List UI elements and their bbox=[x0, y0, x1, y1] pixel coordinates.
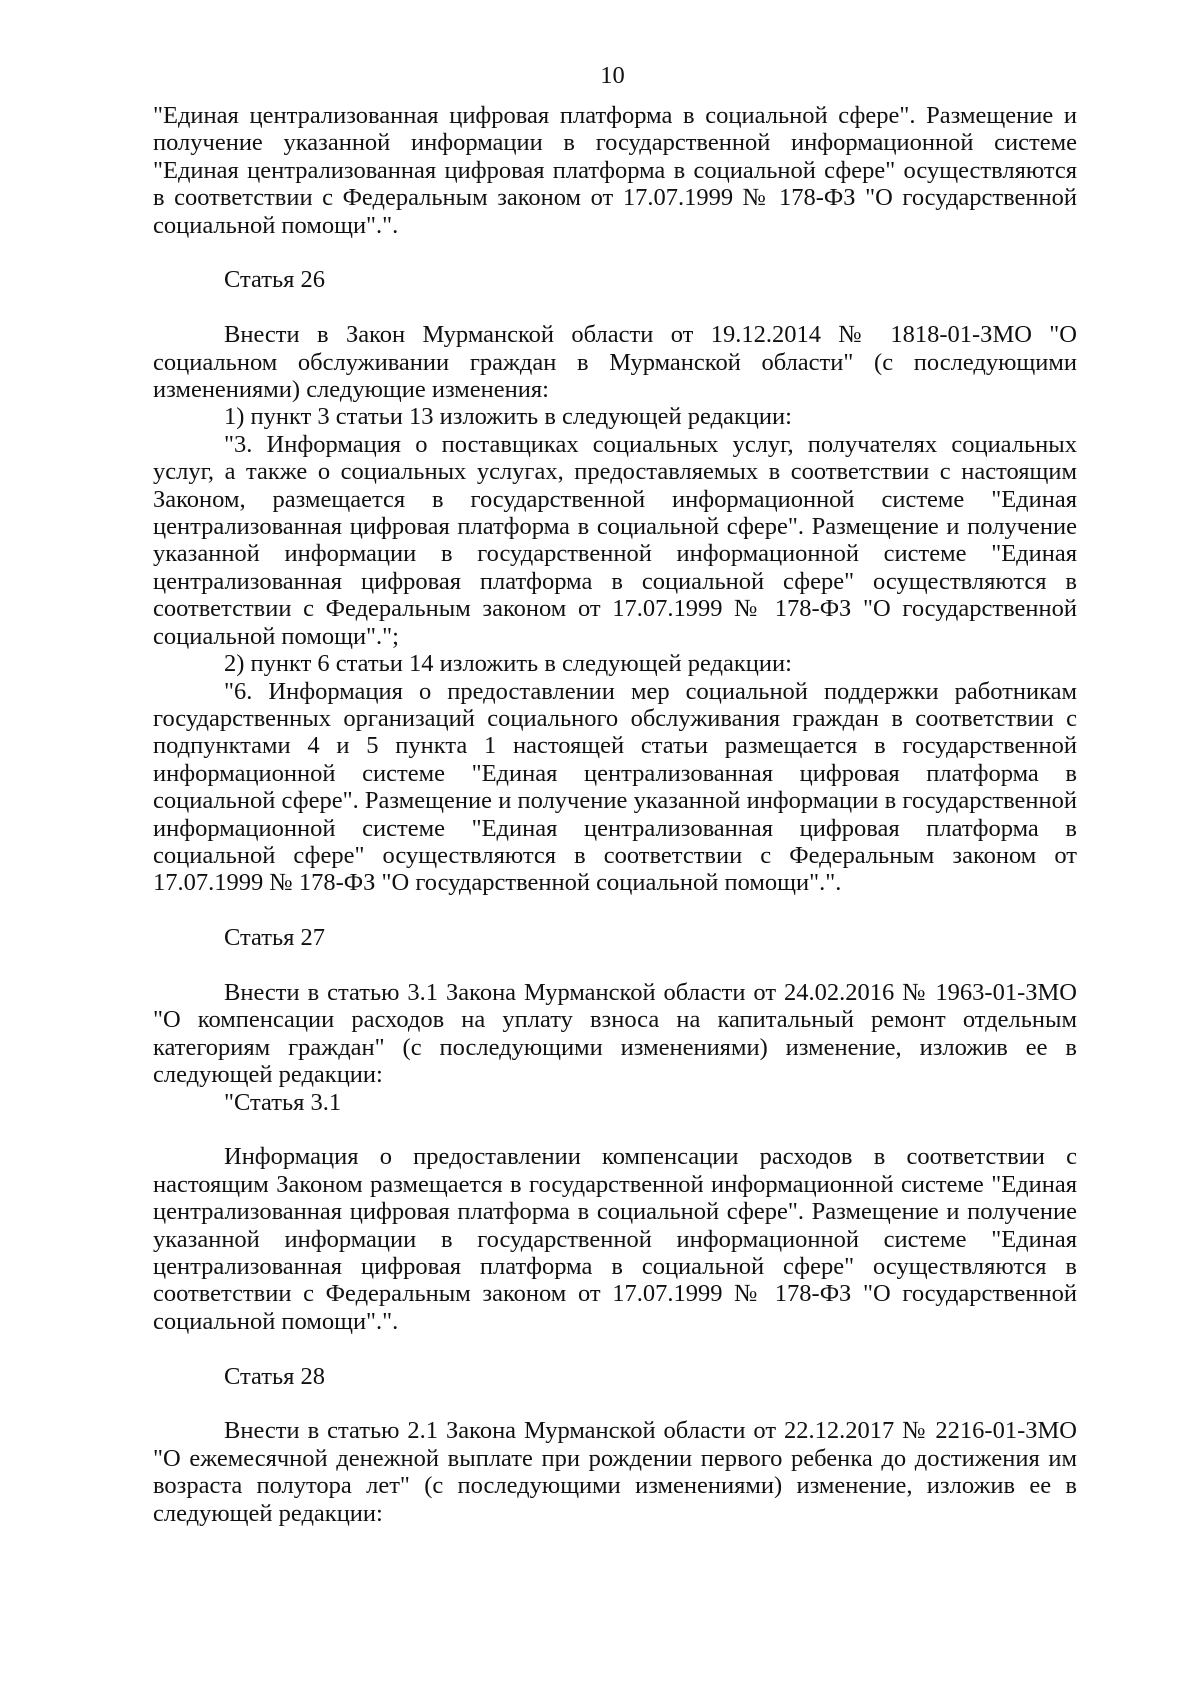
paragraph-article-28-intro: Внести в статью 2.1 Закона Мурманской области от 22.12.2017 № 2216-01-ЗМО "О ежемесячной денежной выплате при рождении первого ребенка до достижения им возраста полутора лет" (с последующими изменениями) изменение, изложив ее в следующей редакции: bbox=[153, 1417, 1077, 1527]
paragraph-article-3-1-title: "Статья 3.1 bbox=[224, 1088, 342, 1116]
paragraph-item-1-text: "3. Информация о поставщиках социальных услуг, получателях социальных услуг, а также о социальных услугах, предоставляемых в соответствии с настоящим Законом, размещается в государственной информационной системе "Единая централизованная цифровая платформа в социальной сфере". Размещение и получение указанной информации в государственной информационной системе "Единая централизованная цифровая платформа в социальной сфере" осуществляются в соответствии с Федеральным законом от 17.07.1999 № 178-ФЗ "О государственной социальной помощи"."; bbox=[153, 430, 1077, 650]
paragraph-continuation: "Единая централизованная цифровая платформа в социальной сфере". Размещение и получение указанной информации в государственной информационной системе "Единая централизованная цифровая платформа в социальной сфере" осуществляются в соответствии с Федеральным законом от 17.07.1999 № 178-ФЗ "О государственной социальной помощи".". bbox=[153, 102, 1077, 239]
paragraph-item-1: 1) пункт 3 статьи 13 изложить в следующей редакции: bbox=[224, 403, 792, 431]
article-heading-26: Статья 26 bbox=[224, 266, 326, 294]
paragraph-article-27-intro: Внести в статью 3.1 Закона Мурманской области от 24.02.2016 № 1963-01-ЗМО "О компенсации расходов на уплату взноса на капитальный ремонт отдельным категориям граждан" (с последующими изменениями) изменение, изложив ее в следующей редакции: bbox=[153, 978, 1077, 1089]
paragraph-item-2-text: "6. Информация о предоставлении мер социальной поддержки работникам государственных организаций социального обслуживания граждан в соответствии с подпунктами 4 и 5 пункта 1 настоящей статьи размещается в государственной информационной системе "Единая централизованная цифровая платформа в социальной сфере". Размещение и получение указанной информации в государственной информационной системе "Единая централизованная цифровая платформа в социальной сфере" осуществляются в соответствии с Федеральным законом от 17.07.1999 № 178-ФЗ "О государственной социальной помощи".". bbox=[153, 677, 1077, 897]
paragraph-item-2: 2) пункт 6 статьи 14 изложить в следующей редакции: bbox=[224, 650, 792, 678]
document-body bbox=[153, 102, 1077, 1527]
page-number: 10 bbox=[600, 62, 625, 89]
paragraph-article-3-1-text: Информация о предоставлении компенсации расходов в соответствии с настоящим Законом размещается в государственной информационной системе "Единая централизованная цифровая платформа в социальной сфере". Размещение и получение указанной информации в государственной информационной системе "Единая централизованная цифровая платформа в социальной сфере" осуществляются в соответствии с Федеральным законом от 17.07.1999 № 178-ФЗ "О государственной социальной помощи".". bbox=[153, 1143, 1077, 1335]
article-heading-27: Статья 27 bbox=[224, 924, 326, 952]
article-heading-28: Статья 28 bbox=[224, 1362, 326, 1390]
paragraph-article-26-intro: Внести в Закон Мурманской области от 19.12.2014 № 1818-01-ЗМО "О социальном обслуживании граждан в Мурманской области" (с последующими изменениями) следующие изменения: bbox=[153, 321, 1077, 404]
